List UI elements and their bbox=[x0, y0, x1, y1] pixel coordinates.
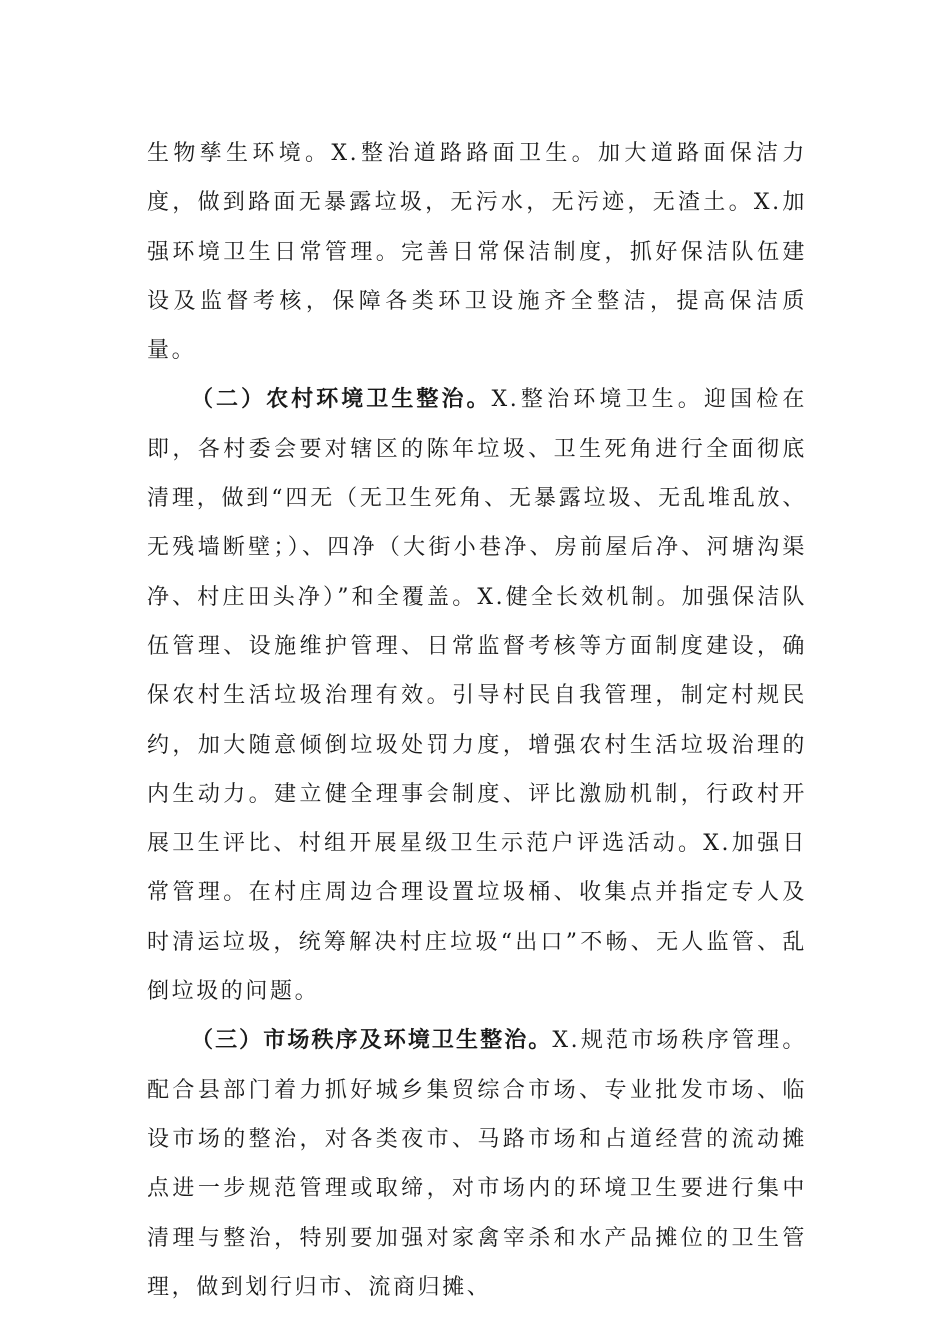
section-heading-rural: （二）农村环境卫生整治。 bbox=[191, 386, 492, 413]
paragraph-market-order bbox=[147, 1016, 807, 1312]
paragraph-continuation bbox=[147, 129, 807, 375]
section-heading-market: （三）市场秩序及环境卫生整治。 bbox=[191, 1027, 553, 1054]
paragraph-body: X.整治环境卫生。迎国检在即，各村委会要对辖区的陈年垃圾、卫生死角进行全面彻底清理，做到“四无（无卫生死角、无暴露垃圾、无乱堆乱放、无残墙断壁；）、四净（大街小巷净、房前屋后净、河塘沟渠净、村庄田头净）”和全覆盖。X.健全长效机制。加强保洁队伍管理、设施维护管理、日常监督考核等方面制度建设，确保农村生活垃圾治理有效。引导村民自我管理，制定村规民约，加大随意倾倒垃圾处罚力度，增强农村生活垃圾治理的内生动力。建立健全理事会制度、评比激励机制，行政村开展卫生评比、村组开展星级卫生示范户评选活动。X.加强日常管理。在村庄周边合理设置垃圾桶、收集点并指定专人及时清运垃圾，统筹解决村庄垃圾“出口”不畅、无人监管、乱倒垃圾的问题。 bbox=[147, 387, 807, 1005]
paragraph-body: X.规范市场秩序管理。配合县部门着力抓好城乡集贸综合市场、专业批发市场、临设市场的整治，对各类夜市、马路市场和占道经营的流动摊点进一步规范管理或取缔，对市场内的环境卫生要进行集中清理与整治，特别要加强对家禽宰杀和水产品摊位的卫生管理，做到划行归市、流商归摊、 bbox=[147, 1028, 807, 1300]
paragraph-body: 生物孳生环境。X.整治道路路面卫生。加大道路面保洁力度，做到路面无暴露垃圾，无污水，无污迹，无渣土。X.加强环境卫生日常管理。完善日常保洁制度，抓好保洁队伍建设及监督考核，保障各类环卫设施齐全整洁，提高保洁质量。 bbox=[147, 141, 807, 364]
document-body bbox=[147, 129, 807, 1312]
paragraph-rural-sanitation bbox=[147, 375, 807, 1016]
